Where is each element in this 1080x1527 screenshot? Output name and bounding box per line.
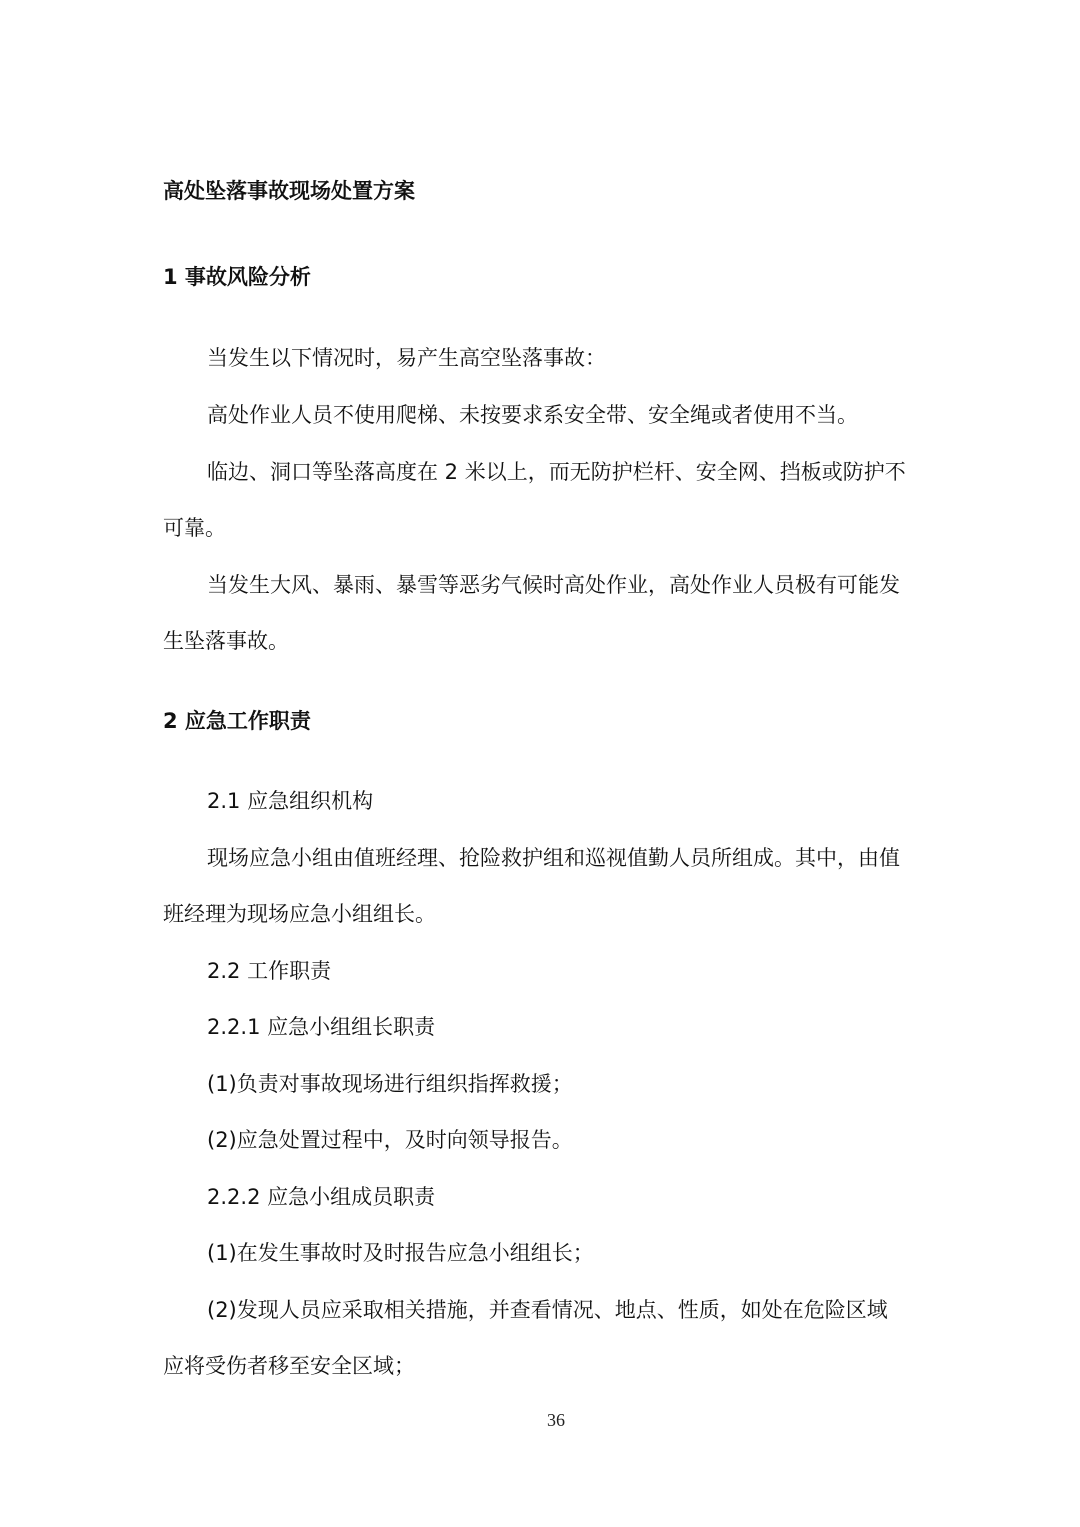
section-1-intro: 当发生以下情况时，易产生高空坠落事故： xyxy=(207,346,606,370)
organization-paragraph-line-1: 现场应急小组由值班经理、抢险救护组和巡视值勤人员所组成。其中，由值 xyxy=(207,846,900,870)
page-number: 36 xyxy=(547,1410,565,1430)
section-1-paragraph-3-line-1: 当发生大风、暴雨、暴雪等恶劣气候时高处作业，高处作业人员极有可能发 xyxy=(207,573,900,597)
section-1-paragraph-2-line-1: 临边、洞口等坠落高度在 2 米以上，而无防护栏杆、安全网、挡板或防护不 xyxy=(207,460,906,484)
subsection-2-2-1-heading: 2.2.1 应急小组组长职责 xyxy=(207,1015,436,1039)
member-duty-2-line-1: (2)发现人员应采取相关措施，并查看情况、地点、性质，如处在危险区域 xyxy=(207,1298,888,1322)
section-1-paragraph-2-line-2: 可靠。 xyxy=(163,516,226,540)
section-1-paragraph-3-line-2: 生坠落事故。 xyxy=(163,629,289,653)
leader-duty-1: (1)负责对事故现场进行组织指挥救援； xyxy=(207,1072,573,1096)
subsection-2-2-2-heading: 2.2.2 应急小组成员职责 xyxy=(207,1185,436,1209)
document-title: 高处坠落事故现场处置方案 xyxy=(163,179,415,203)
organization-paragraph-line-2: 班经理为现场应急小组组长。 xyxy=(163,902,436,926)
section-2-heading: 2 应急工作职责 xyxy=(163,709,311,733)
section-1-heading: 1 事故风险分析 xyxy=(163,265,311,289)
subsection-2-2-heading: 2.2 工作职责 xyxy=(207,959,332,983)
member-duty-2-line-2: 应将受伤者移至安全区域； xyxy=(163,1354,415,1378)
subsection-2-1-heading: 2.1 应急组织机构 xyxy=(207,789,374,813)
section-1-paragraph-1: 高处作业人员不使用爬梯、未按要求系安全带、安全绳或者使用不当。 xyxy=(207,403,858,427)
member-duty-1: (1)在发生事故时及时报告应急小组组长； xyxy=(207,1241,594,1265)
leader-duty-2: (2)应急处置过程中，及时向领导报告。 xyxy=(207,1128,573,1152)
